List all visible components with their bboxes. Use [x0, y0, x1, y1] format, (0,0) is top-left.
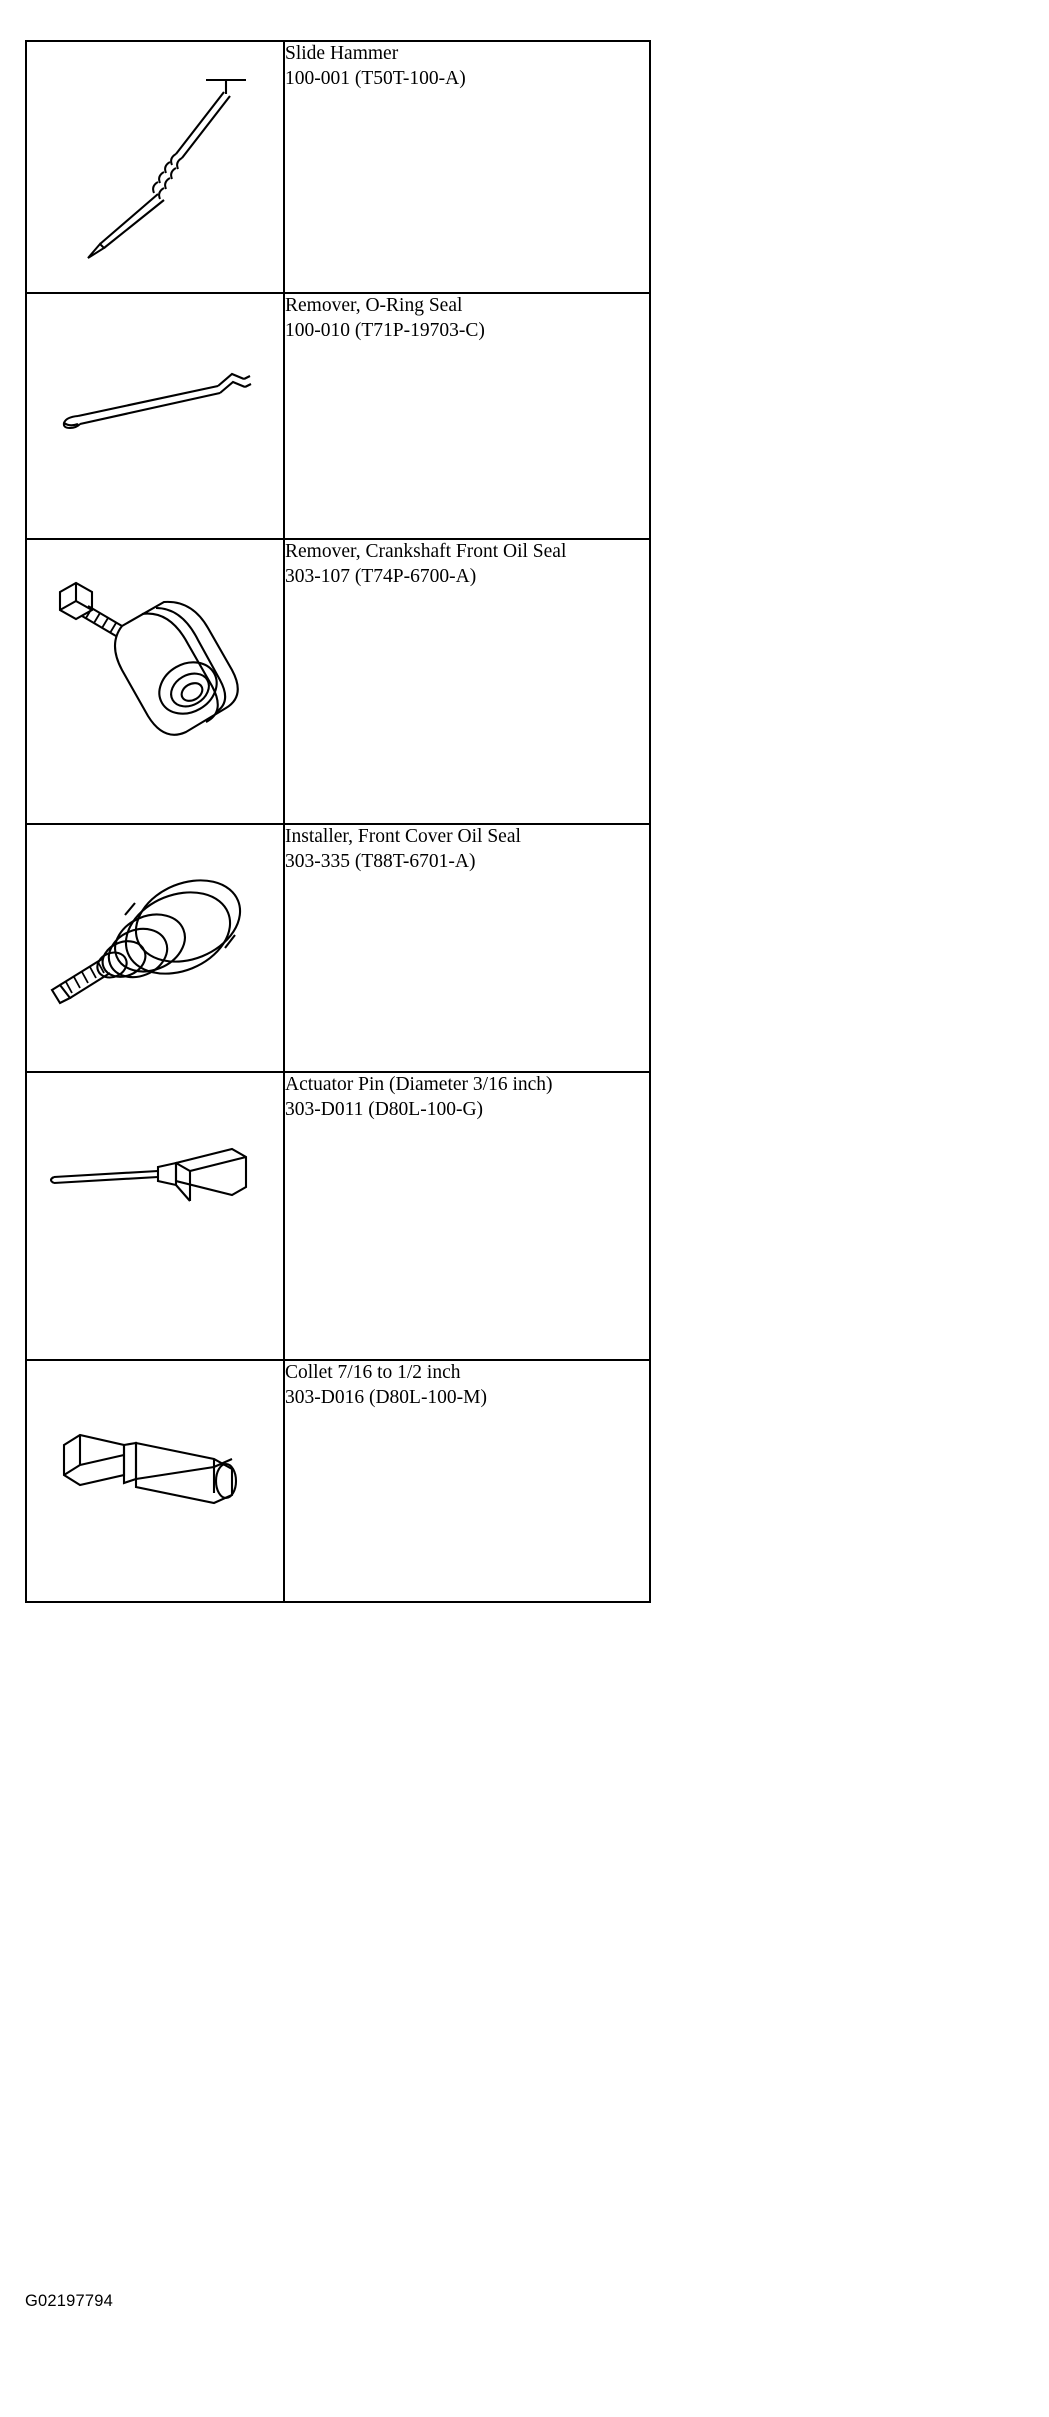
tool-description-cell [284, 293, 650, 539]
figure-id-label: G02197794 [25, 2292, 114, 2310]
tool-name: Remover, Crankshaft Front Oil Seal [285, 541, 567, 562]
front-cover-oil-seal-installer-illustration [27, 825, 279, 1045]
tool-number: 303-107 (T74P-6700-A) [285, 565, 477, 587]
special-tools-table [25, 40, 651, 1603]
actuator-pin-illustration [27, 1073, 279, 1273]
collet-illustration [27, 1361, 279, 1561]
tool-name: Remover, O-Ring Seal [285, 295, 463, 316]
tool-illustration-cell [26, 1072, 284, 1360]
table-row [26, 41, 650, 293]
tool-description-cell [284, 539, 650, 824]
tool-number: 100-010 (T71P-19703-C) [285, 319, 485, 341]
slide-hammer-illustration [27, 42, 279, 272]
tool-name: Collet 7/16 to 1/2 inch [285, 1362, 461, 1383]
tool-illustration-cell [26, 1360, 284, 1602]
tool-name: Slide Hammer [285, 43, 399, 64]
tool-illustration-cell [26, 539, 284, 824]
tool-number: 303-D011 (D80L-100-G) [285, 1098, 484, 1120]
tool-name: Installer, Front Cover Oil Seal [285, 826, 521, 847]
table-row [26, 1360, 650, 1602]
table-row [26, 1072, 650, 1360]
tool-description-cell [284, 1072, 650, 1360]
o-ring-seal-remover-illustration [27, 294, 279, 494]
table-row [26, 824, 650, 1072]
tool-description-cell [284, 1360, 650, 1602]
tool-description-cell [284, 824, 650, 1072]
crankshaft-front-oil-seal-remover-illustration [27, 540, 279, 790]
tool-illustration-cell [26, 824, 284, 1072]
tool-number: 303-D016 (D80L-100-M) [285, 1386, 488, 1408]
tool-number: 100-001 (T50T-100-A) [285, 67, 466, 89]
tool-illustration-cell [26, 293, 284, 539]
table-row [26, 293, 650, 539]
tool-name: Actuator Pin (Diameter 3/16 inch) [285, 1074, 553, 1095]
tool-description-cell [284, 41, 650, 293]
table-row [26, 539, 650, 824]
tool-number: 303-335 (T88T-6701-A) [285, 850, 476, 872]
tool-illustration-cell [26, 41, 284, 293]
